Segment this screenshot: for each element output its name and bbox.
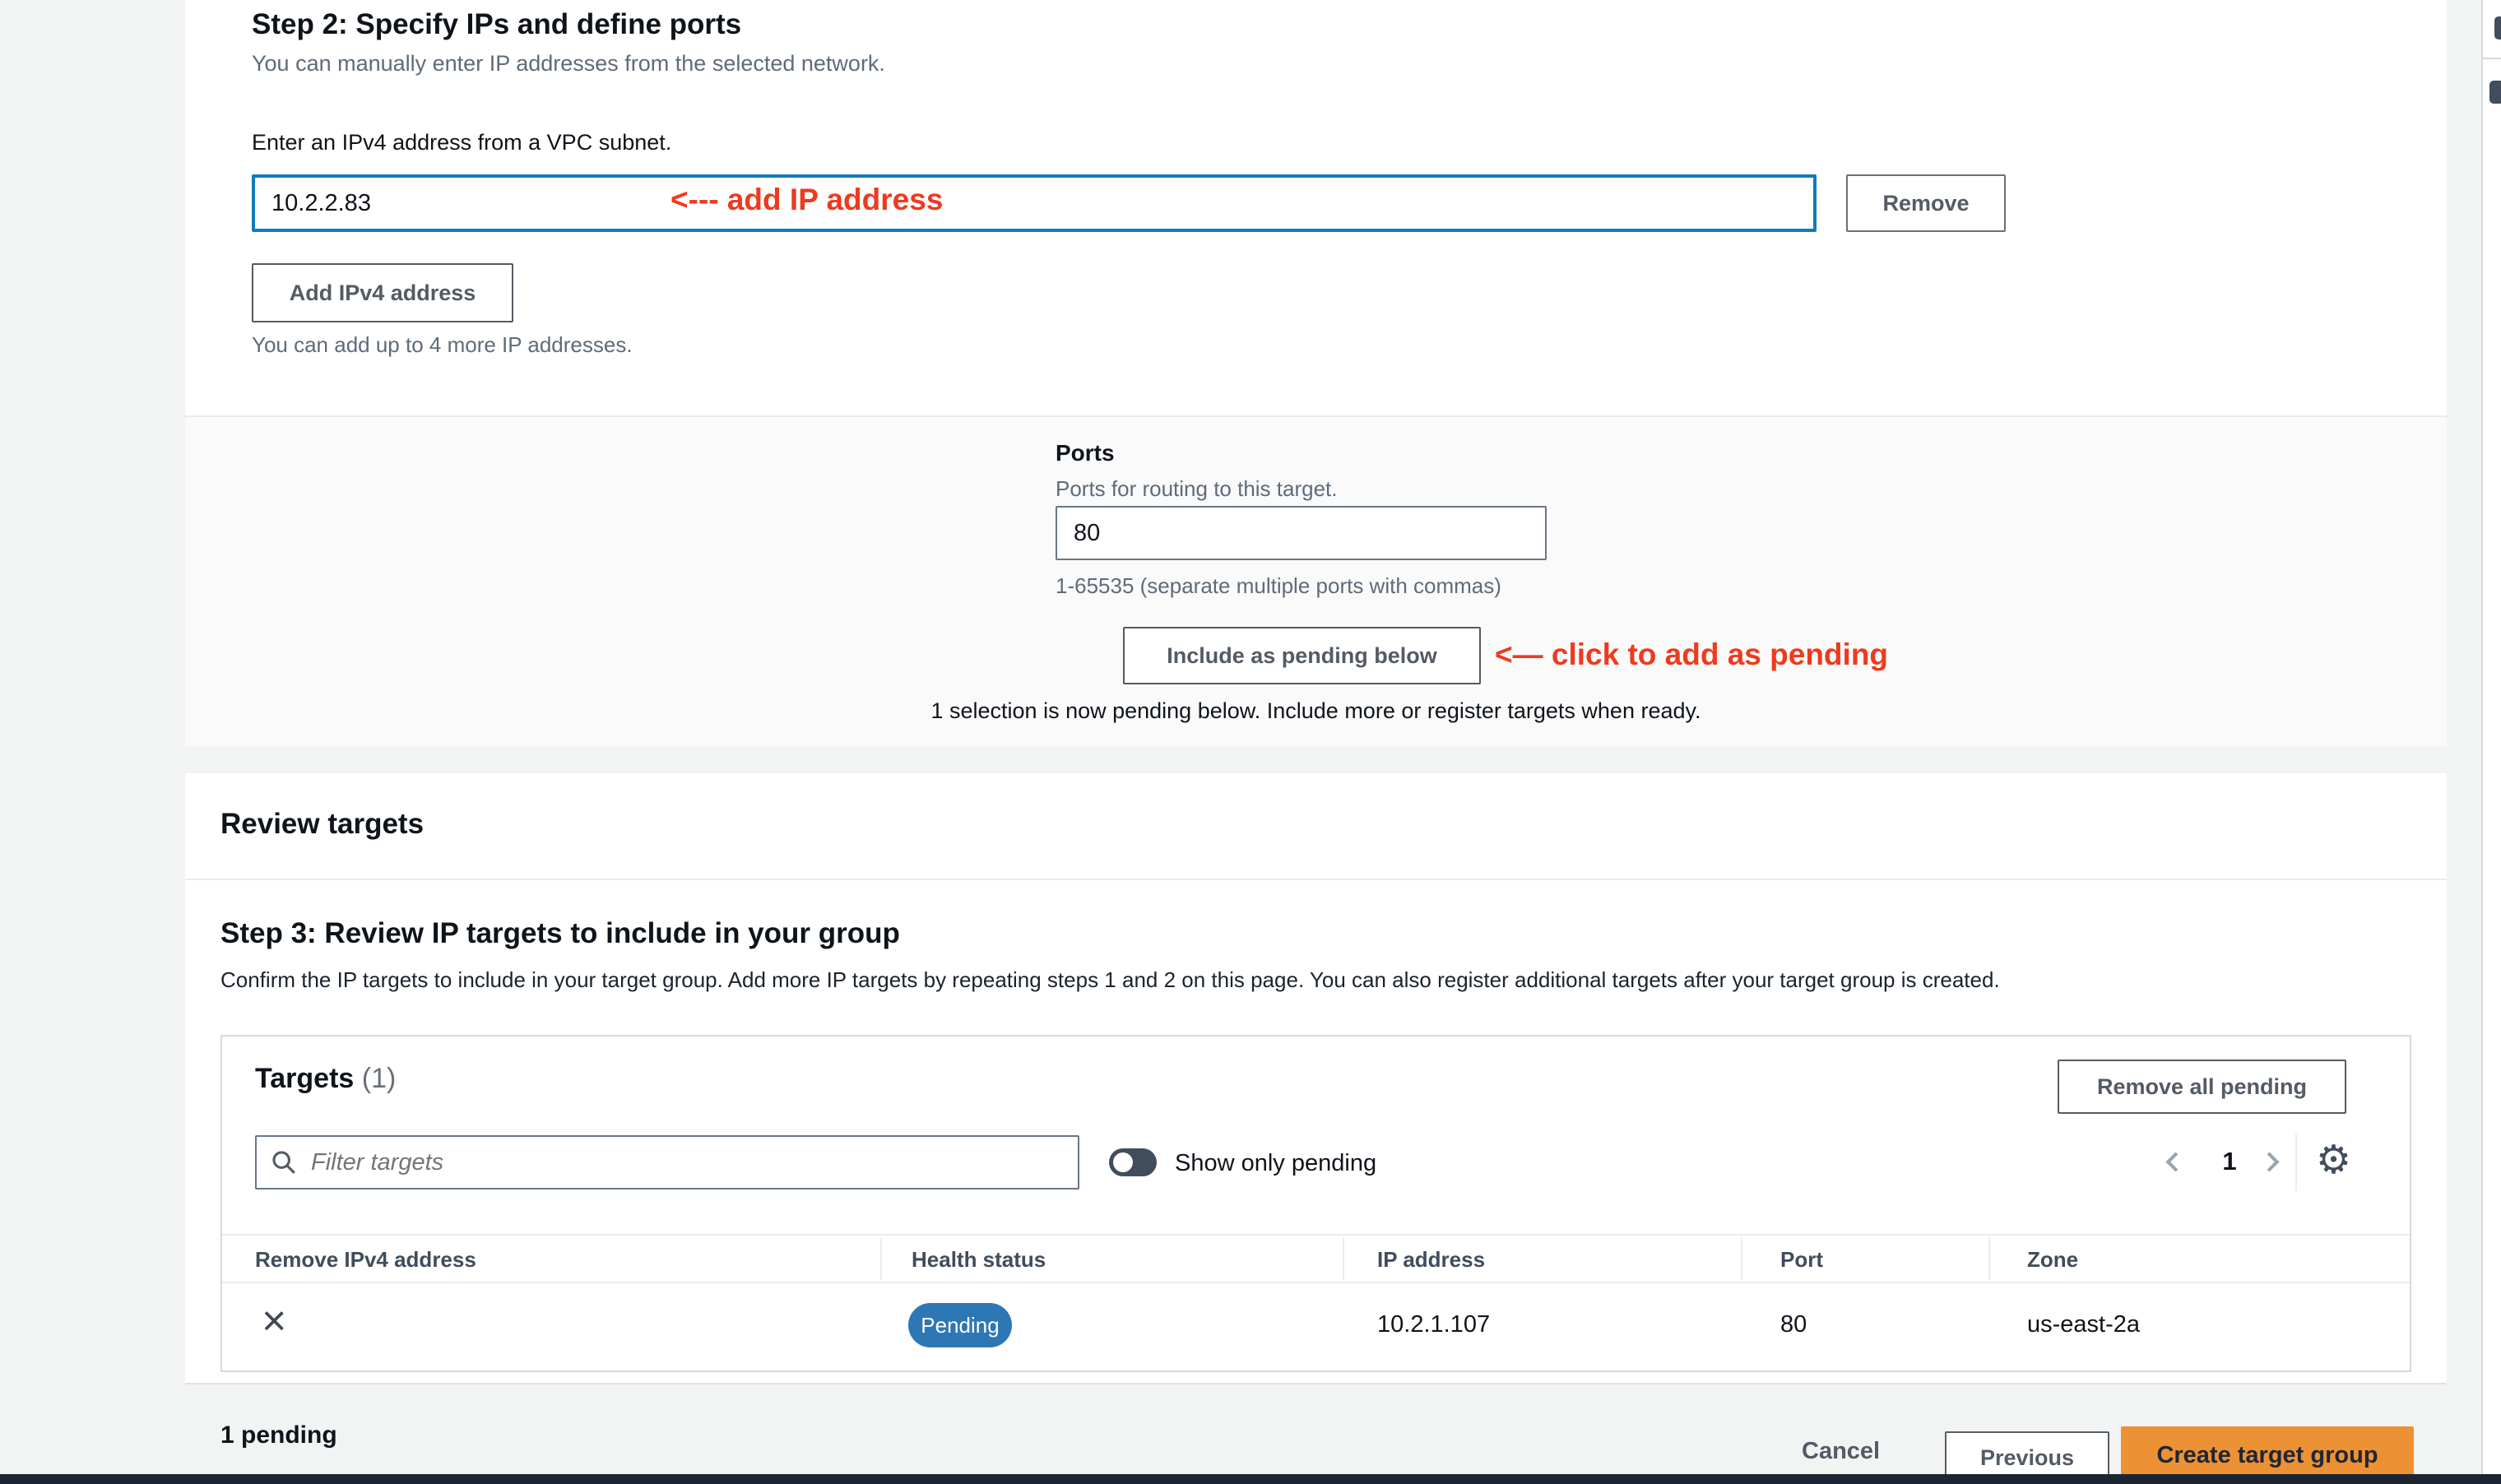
show-only-pending-toggle[interactable] <box>1109 1148 1157 1176</box>
ports-label: Ports <box>1056 440 1115 466</box>
edge-fragment-icon <box>2489 81 2501 104</box>
show-only-pending-label: Show only pending <box>1175 1150 1377 1176</box>
column-divider <box>880 1237 882 1280</box>
add-ipv4-address-button[interactable]: Add IPv4 address <box>252 263 513 322</box>
pagination-next-button[interactable] <box>2248 1140 2290 1183</box>
row-port: 80 <box>1780 1311 1807 1338</box>
settings-gear-button[interactable] <box>2316 1137 2352 1183</box>
edge-fragment-icon <box>2494 16 2501 39</box>
step2-heading: Step 2: Specify IPs and define ports <box>252 8 742 40</box>
status-badge: Pending <box>908 1303 1012 1347</box>
pending-summary: 1 pending <box>220 1421 337 1449</box>
step3-description: Confirm the IP targets to include in your target group. Add more IP targets by repeating steps 1 and 2 on this page. You can also register additional targets after your target group is created. <box>220 967 2000 992</box>
row-zone: us-east-2a <box>2027 1311 2141 1338</box>
chevron-left-icon <box>2165 1152 2185 1171</box>
toggle-knob <box>1113 1152 1133 1172</box>
ports-section <box>185 415 2447 746</box>
table-row <box>222 1285 2410 1372</box>
col-health-status: Health status <box>912 1247 1046 1272</box>
review-targets-card <box>185 773 2447 1384</box>
column-divider <box>1988 1237 1990 1280</box>
filter-input-wrap <box>255 1135 1079 1190</box>
pagination-current-page[interactable]: 1 <box>2222 1147 2237 1176</box>
step3-heading: Step 3: Review IP targets to include in your group <box>220 917 900 949</box>
targets-title-text: Targets <box>255 1063 355 1094</box>
ports-description: Ports for routing to this target. <box>1056 476 1338 501</box>
include-as-pending-button[interactable]: Include as pending below <box>1123 627 1481 684</box>
targets-panel-title <box>255 1063 396 1095</box>
col-ip-address: IP address <box>1377 1247 1486 1272</box>
ipv4-address-input[interactable] <box>252 174 1817 232</box>
remove-all-pending-button[interactable]: Remove all pending <box>2058 1060 2346 1114</box>
add-ip-hint: You can add up to 4 more IP addresses. <box>252 332 633 357</box>
pending-note: 1 selection is now pending below. Include more or register targets when ready. <box>930 698 1701 723</box>
col-port: Port <box>1780 1247 1823 1272</box>
create-target-group-button[interactable]: Create target group <box>2121 1426 2414 1484</box>
cancel-button[interactable]: Cancel <box>1802 1438 1881 1464</box>
targets-count: (1) <box>361 1063 397 1094</box>
column-divider <box>1343 1237 1344 1280</box>
review-targets-title: Review targets <box>220 808 425 840</box>
ipv4-address-label: Enter an IPv4 address from a VPC subnet. <box>252 130 672 155</box>
ports-input[interactable] <box>1056 506 1547 560</box>
ip-annotation-text: <--- add IP address <box>670 183 944 216</box>
row-remove-icon[interactable]: × <box>262 1297 287 1345</box>
toolbar-divider <box>2295 1134 2297 1191</box>
col-remove-ipv4: Remove IPv4 address <box>255 1247 476 1272</box>
column-divider <box>1741 1237 1742 1280</box>
edge-divider <box>2483 58 2501 59</box>
targets-panel <box>220 1035 2411 1372</box>
include-annotation-text: <— click to add as pending <box>1495 638 1889 671</box>
card-divider <box>185 879 2447 880</box>
step2-description: You can manually enter IP addresses from the selected network. <box>252 51 885 76</box>
row-ip-address: 10.2.1.107 <box>1377 1311 1491 1338</box>
search-icon <box>270 1148 298 1176</box>
pagination-previous-button[interactable] <box>2154 1140 2197 1183</box>
bottom-bar <box>0 1474 2501 1484</box>
right-edge-strip <box>2481 0 2501 1484</box>
ports-hint: 1-65535 (separate multiple ports with commas) <box>1056 573 1501 598</box>
gear-icon: ⚙ <box>2316 1137 2352 1183</box>
col-zone: Zone <box>2027 1247 2079 1272</box>
step2-card <box>185 0 2447 746</box>
table-header-row <box>222 1234 2410 1283</box>
filter-targets-input[interactable] <box>255 1135 1079 1190</box>
remove-ip-button[interactable]: Remove <box>1846 174 2006 232</box>
previous-button[interactable]: Previous <box>1945 1431 2109 1484</box>
chevron-right-icon <box>2259 1152 2279 1171</box>
